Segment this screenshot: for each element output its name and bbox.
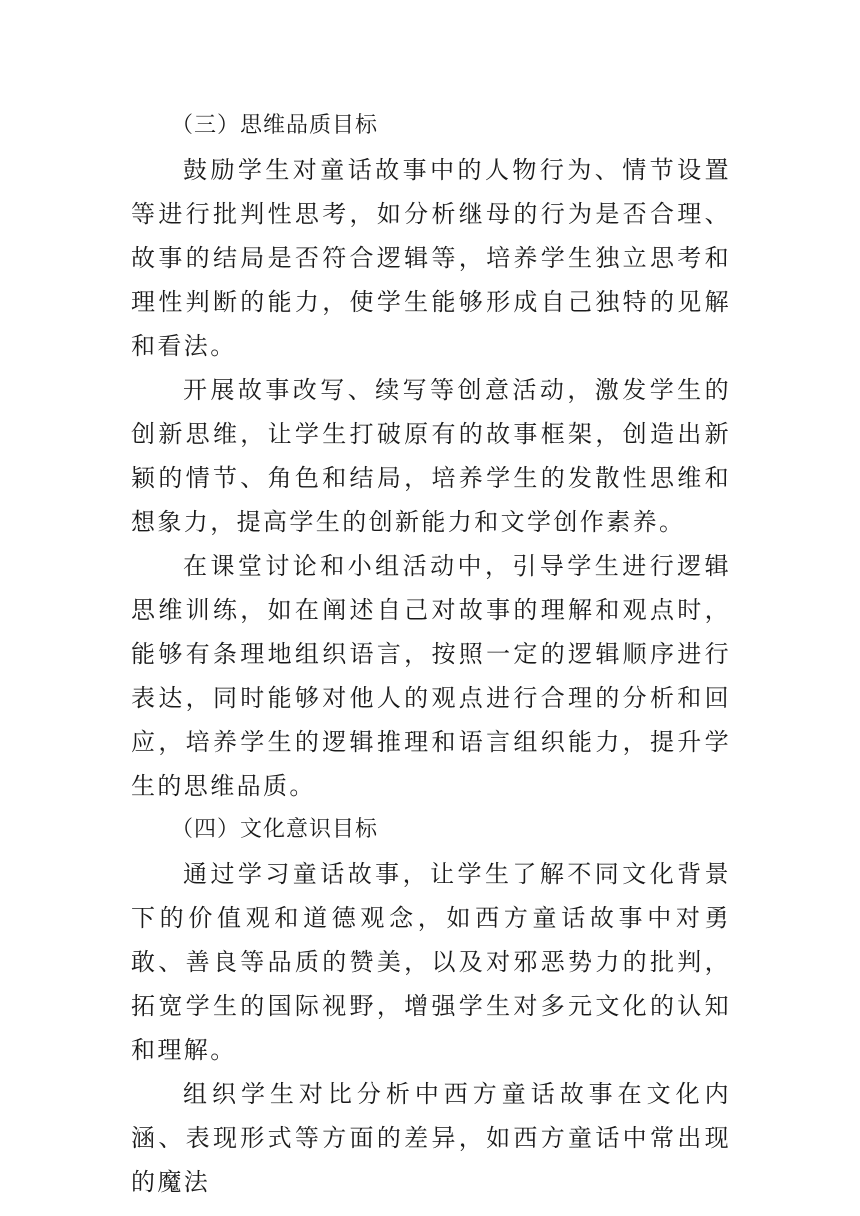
paragraph-cultural-comparison: 组织学生对比分析中西方童话故事在文化内涵、表现形式等方面的差异，如西方童话中常出现的魔法	[131, 1080, 731, 1196]
document-body	[131, 104, 731, 1204]
paragraph-cultural-values: 通过学习童话故事，让学生了解不同文化背景下的价值观和道德观念，如西方童话故事中对勇敢、善良等品质的赞美，以及对邪恶势力的批判，拓宽学生的国际视野，增强学生对多元文化的认知和理解。	[131, 860, 731, 1064]
section-heading-thinking-quality: （三）思维品质目标	[171, 113, 379, 138]
paragraph-logical-thinking: 在课堂讨论和小组活动中，引导学生进行逻辑思维训练，如在阐述自己对故事的理解和观点时，能够有条理地组织语言，按照一定的逻辑顺序进行表达，同时能够对他人的观点进行合理的分析和回应，培养学生的逻辑推理和语言组织能力，提升学生的思维品质。	[131, 552, 731, 800]
section-heading-cultural-awareness: （四）文化意识目标	[171, 817, 379, 842]
paragraph-critical-thinking: 鼓励学生对童话故事中的人物行为、情节设置等进行批判性思考，如分析继母的行为是否合理、故事的结局是否符合逻辑等，培养学生独立思考和理性判断的能力，使学生能够形成自己独特的见解和看法。	[131, 156, 731, 360]
paragraph-creative-thinking: 开展故事改写、续写等创意活动，激发学生的创新思维，让学生打破原有的故事框架，创造出新颖的情节、角色和结局，培养学生的发散性思维和想象力，提高学生的创新能力和文学创作素养。	[131, 376, 731, 536]
